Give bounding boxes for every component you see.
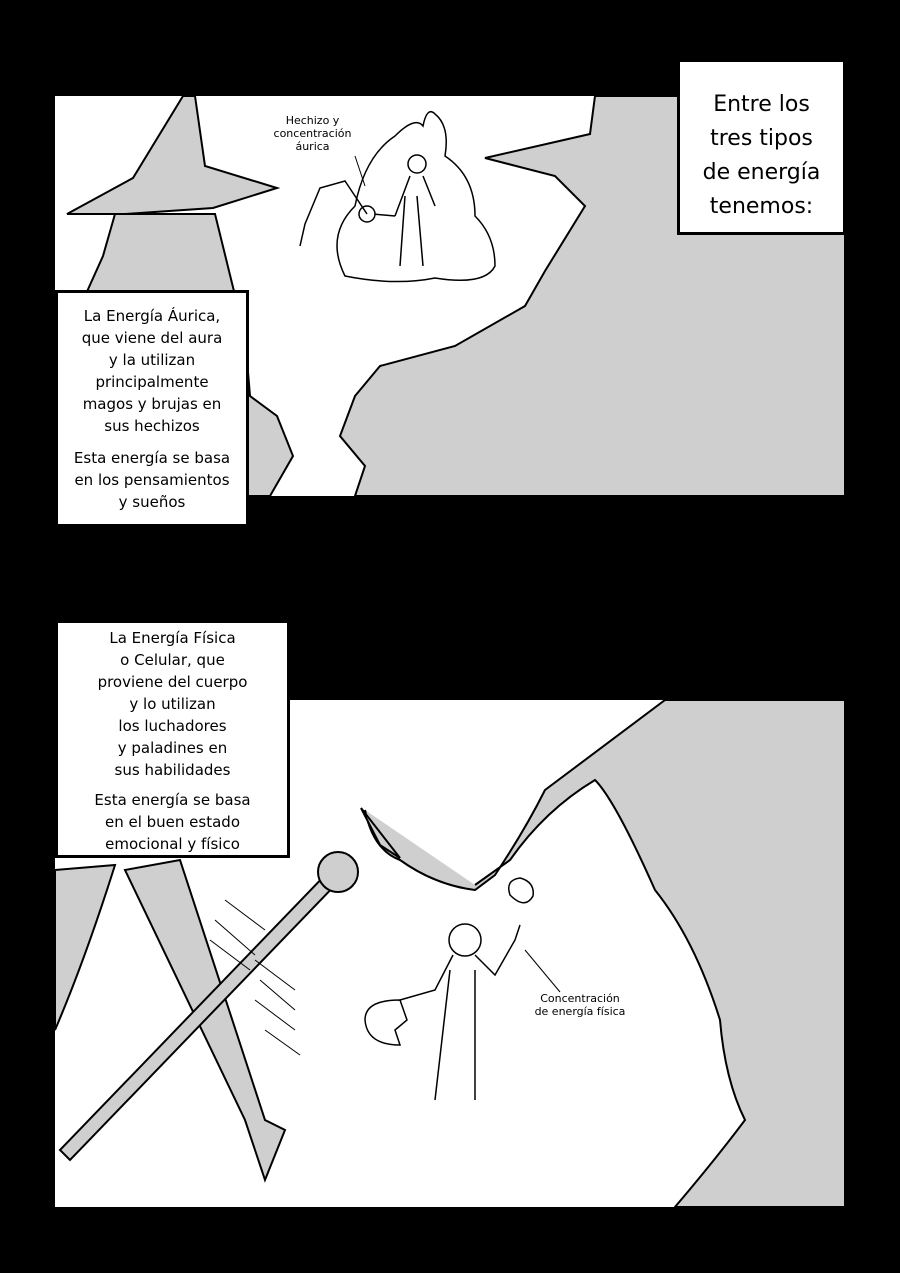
stick-figure-head (408, 155, 426, 173)
intro-caption (677, 59, 846, 235)
creature-arm-shape (365, 700, 845, 1207)
spell-aura-label: Hechizo y concentración áurica (273, 114, 352, 153)
physical-energy-label: Concentración de energía física (534, 992, 626, 1018)
aura-energy-caption (55, 290, 249, 527)
left-figure-shape (55, 865, 115, 1030)
witch-hat-shape (67, 96, 277, 214)
energy-blast-left (365, 1000, 407, 1045)
physical-energy-basis-text: Esta energía se basa en el buen estado emocional y físico (94, 791, 251, 853)
label-pointer-line (355, 156, 365, 186)
intro-caption-text: Entre los tres tipos de energía tenemos: (702, 92, 821, 219)
aura-energy-text: La Energía Áurica, que viene del aura y la utilizan principalmente magos y brujas en sus hechizos (81, 307, 223, 435)
fighter-head (449, 924, 481, 956)
energy-ball (509, 878, 533, 903)
label-pointer-line-2 (525, 950, 560, 992)
aura-energy-basis-text: Esta energía se basa en los pensamientos y sueños (73, 449, 231, 511)
physical-energy-caption (55, 620, 290, 858)
staff-orb (318, 852, 358, 892)
physical-energy-text: La Energía Física o Celular, que proviene del cuerpo y lo utilizan los luchadores y paladines en sus habilidades (97, 629, 248, 779)
staff-shape (60, 870, 340, 1160)
